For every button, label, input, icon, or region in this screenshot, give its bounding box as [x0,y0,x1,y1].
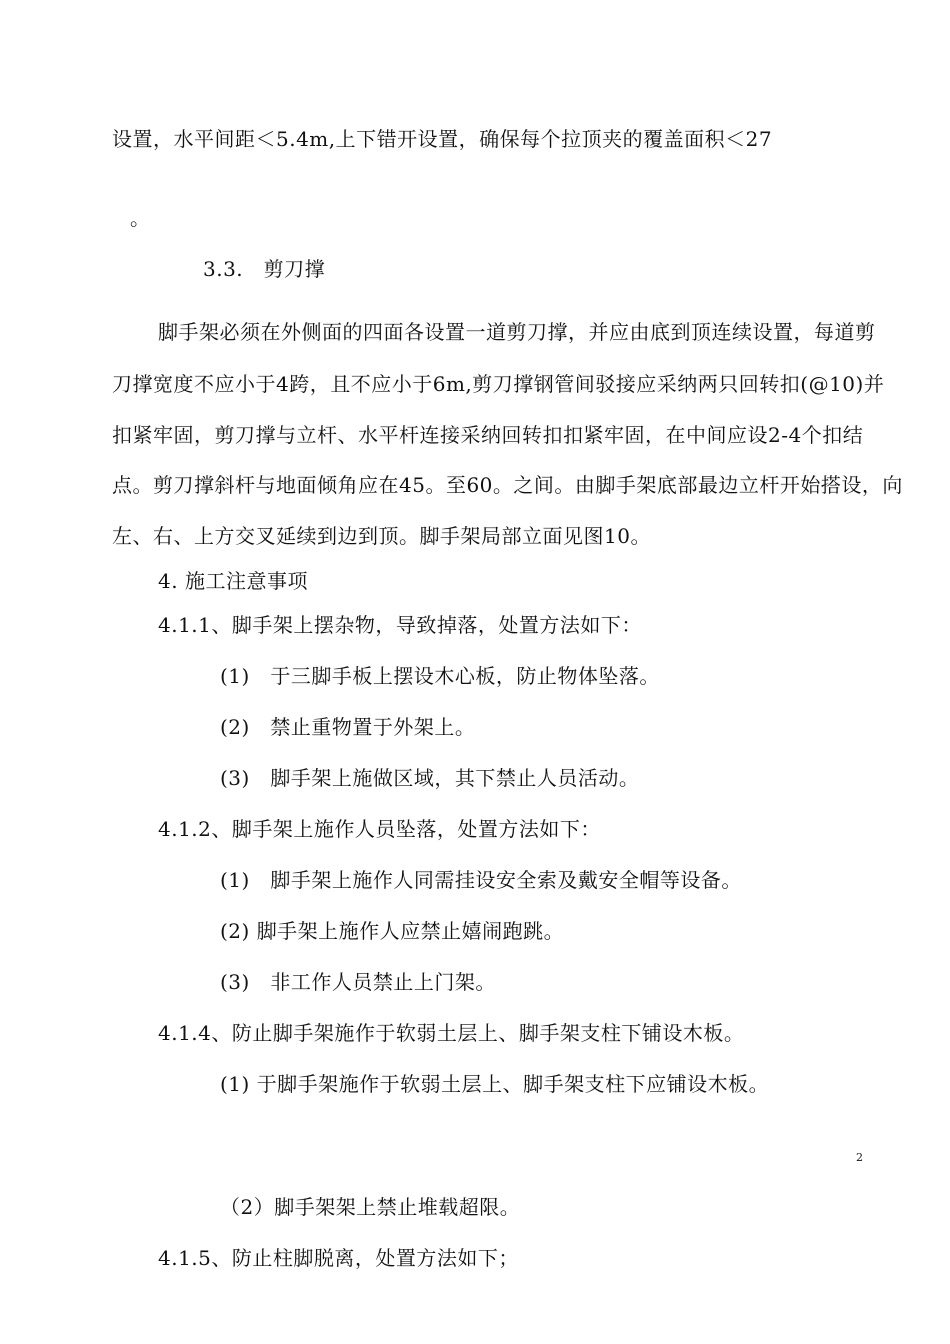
list-heading: 4.1.2、脚手架上施作人员坠落，处置方法如下： [158,817,601,841]
text-line: 刀撑宽度不应小于4跨，且不应小于6m,剪刀撑钢管间驳接应采纳两只回转扣(@10)并 [112,372,885,396]
list-item: (1) 于脚手架施作于软弱土层上、脚手架支柱下应铺设木板。 [220,1072,770,1096]
text-line: 左、右、上方交叉延续到边到顶。脚手架局部立面见图10。 [112,524,651,548]
text-line: 扣紧牢固，剪刀撑与立杆、水平杆连接采纳回转扣扣紧牢固，在中间应设2-4个扣结 [112,423,864,447]
text-line: 设置，水平间距＜5.4m,上下错开设置，确保每个拉顶夹的覆盖面积＜27 [112,127,773,151]
list-item: (1) 脚手架上施作人同需挂设安全索及戴安全帽等设备。 [220,868,742,892]
list-heading: 4.1.1、脚手架上摆杂物，导致掉落，处置方法如下： [158,613,642,637]
list-item: （2）脚手架架上禁止堆载超限。 [220,1195,521,1219]
list-item: (3) 脚手架上施做区域，其下禁止人员活动。 [220,766,640,790]
text-line: 。 [130,206,151,230]
list-item: (1) 于三脚手板上摆设木心板，防止物体坠落。 [220,664,660,688]
list-item: (2) 脚手架上施作人应禁止嬉闹跑跳。 [220,919,565,943]
section-heading: 3.3. 剪刀撑 [203,257,326,281]
page-number: 2 [856,1151,863,1164]
list-item: (2) 禁止重物置于外架上。 [220,715,476,739]
section-heading: 4. 施工注意事项 [158,569,308,593]
text-line: 脚手架必须在外侧面的四面各设置一道剪刀撑，并应由底到顶连续设置，每道剪 [158,320,876,344]
list-heading: 4.1.4、防止脚手架施作于软弱土层上、脚手架支柱下铺设木板。 [158,1021,745,1045]
text-line: 点。剪刀撑斜杆与地面倾角应在45。至60。之间。由脚手架底部最边立杆开始搭设，向 [112,473,903,497]
list-item: (3) 非工作人员禁止上门架。 [220,970,496,994]
list-heading: 4.1.5、防止柱脚脱离，处置方法如下； [158,1246,519,1270]
